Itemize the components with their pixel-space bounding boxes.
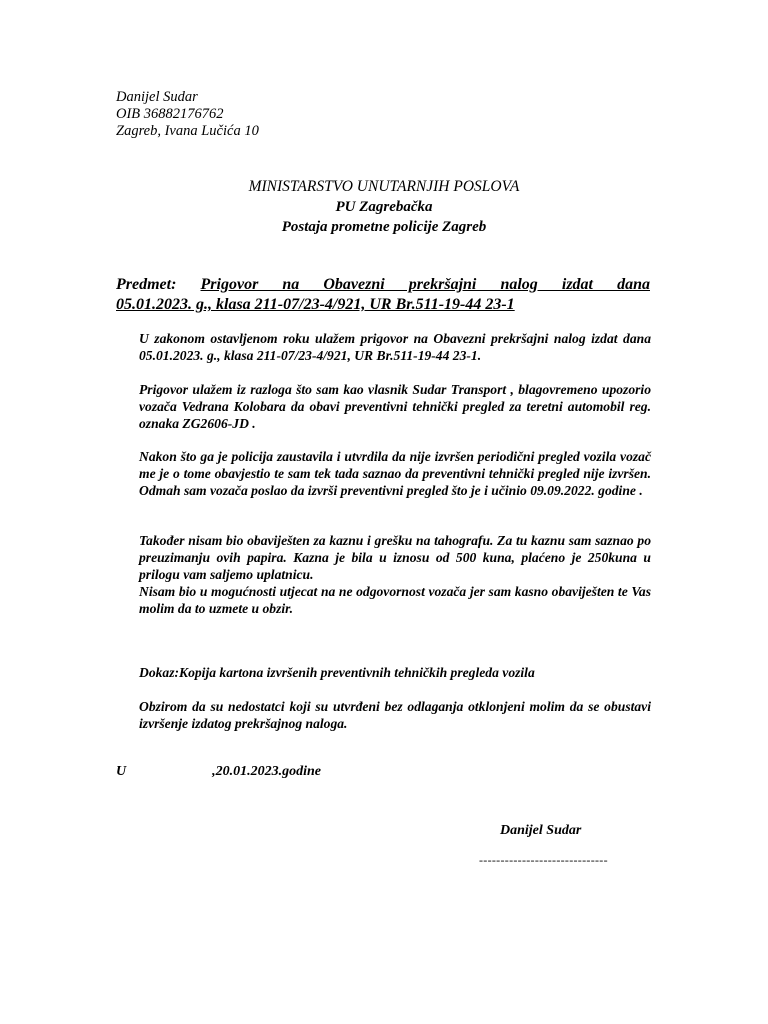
body-paragraph-4 <box>139 532 651 617</box>
sender-oib: OIB 36882176762 <box>116 106 224 122</box>
place-date-line <box>116 764 321 780</box>
body-paragraph-1: U zakonom ostavljenom roku ulažem prigovor na Obavezni prekršajni nalog izdat dana 05.01.2023. g., klasa 211-07/23-4/921, UR Br.511-19-44 23-1. <box>139 331 651 363</box>
evidence-line: Dokaz:Kopija kartona izvršenih preventivnih tehničkih pregleda vozila <box>139 665 535 680</box>
subject-text-2: 05.01.2023. g., klasa 211-07/23-4/921, UR Br.511-19-44 23-1 <box>116 296 515 313</box>
subject-line-1 <box>116 275 650 295</box>
recipient-block <box>0 177 768 237</box>
body-paragraph-4b: Nisam bio u mogućnosti utjecat na ne odgovornost vozača jer sam kasno obaviješten te Vas molim da to uzmete u obzir. <box>139 584 651 616</box>
body-paragraph-request: Obzirom da su nedostatci koji su utvrđeni bez odlaganja otklonjeni molim da se obustavi izvršenje izdatog prekršajnog naloga. <box>139 699 651 731</box>
recipient-ministry: MINISTARSTVO UNUTARNJIH POSLOVA <box>248 178 520 195</box>
place-prefix: U <box>116 764 127 779</box>
document-date: ,20.01.2023.godine <box>212 764 322 779</box>
subject-block <box>116 275 650 315</box>
sender-name: Danijel Sudar <box>116 89 198 105</box>
body-paragraph-2: Prigovor ulažem iz razloga što sam kao vlasnik Sudar Transport , blagovremeno upozorio vozača Vedrana Kolobara da obavi preventivni tehnički pregled za teretni automobil reg. oznaka ZG2606-JD . <box>139 382 651 431</box>
subject-text-1: Prigovor na Obavezni prekršajni nalog izdat dana <box>200 276 650 293</box>
subject-label: Predmet: <box>116 276 177 293</box>
recipient-traffic-police-station: Postaja prometne policije Zagreb <box>281 219 487 235</box>
signature-name: Danijel Sudar <box>500 823 582 838</box>
signature-line: ------------------------------ <box>479 853 608 867</box>
body-paragraph-4a: Također nisam bio obaviješten za kaznu i grešku na tahografu. Za tu kaznu sam saznao po preuzimanju ovih papira. Kazna je bila u iznosu od 500 kuna, plaćeno je 250kuna u prilogu vam saljemo uplatnicu. <box>139 533 651 582</box>
sender-address: Zagreb, Ivana Lučića 10 <box>116 123 259 139</box>
body-paragraph-3: Nakon što ga je policija zaustavila i utvrdila da nije izvršen periodični pregled vozila vozač me je o tome obavjestio te sam tek tada saznao da preventivni tehnički pregled nije izvršen. Odmah sam vozača poslao da izvrši preventivni pregled što je i učinio 09.09.2022. godine . <box>139 449 651 498</box>
subject-line-2 <box>116 295 650 315</box>
recipient-police-administration: PU Zagrebačka <box>335 199 433 215</box>
sender-block <box>116 89 259 140</box>
